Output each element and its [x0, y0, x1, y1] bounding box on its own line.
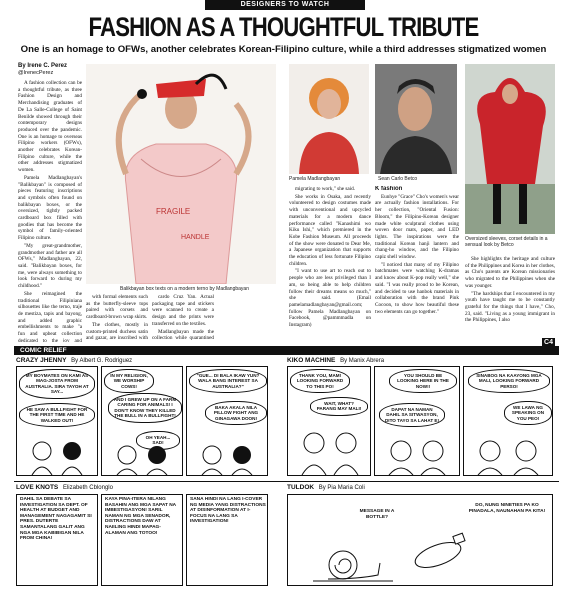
- paragraph: cardo Cruz Yan. Actual packaging tape and stickers were scanned to create a design and the prints were transferred on the textiles.: [152, 294, 214, 327]
- article-column-6: [465, 256, 555, 342]
- subhead: K fashion: [375, 186, 403, 192]
- panel-text: SANA HINDI NA LANG I-COVER NG MEDIA YANG DISTRACTIONS AT DISINFORMATION AT I-FOCUS NA LANG SA INVESTIGATION!: [190, 497, 266, 525]
- comic-panel: [186, 366, 268, 476]
- main-photo-caption: Balikbayan box texts on a modern terno by Madlangbayan: [120, 286, 249, 292]
- svg-text:HANDLE: HANDLE: [181, 234, 210, 241]
- paragraph: with formal elements such as the butterfly-sleeve tops paired with corsets and cardboard-brown wrap skirts.: [86, 294, 148, 321]
- article-column-5: [375, 186, 459, 342]
- comic-panel: [16, 366, 98, 476]
- speech-bubble: DAPAT NA NAMAN DAHIL SA SITWASYON, DITO TAYO SA LAHAT E!: [379, 403, 445, 427]
- sean-caption: Sean Carlo Betco: [378, 176, 418, 182]
- character-figure: [294, 427, 366, 475]
- speech-bubble: BAKA AKALA NILA PILLOW FIGHT ANG GINAGAWA DOON!: [205, 401, 267, 425]
- speech-bubble: YOU SHOULD BE LOOKING HERE IN THE NOW!!: [389, 369, 457, 393]
- character-figure: [112, 443, 172, 475]
- panel-text: DO, NUNG NINETIES PA KO PINADALA, NAUNAHAN PA KITA!: [468, 503, 546, 514]
- comic-panel: [463, 366, 553, 476]
- sean-portrait: [375, 64, 457, 174]
- page-number: C4: [544, 339, 553, 346]
- comic-panel: [186, 494, 268, 586]
- byline: [18, 63, 67, 77]
- panel-text: DAHIL SA DEBATE SA INVESTIGATION SA DEPT. OF HEALTH AT BUDGET AND MANAGEMENT NAGAGAMIT SI PRES. DUTERTE SAMANTALANG GALIT ANG NGA MGA KABIBIGAN NILA FROM CHINA!: [20, 497, 92, 542]
- paragraph: She works in Osaka, and recently volunteered to design costumes made with unconventional and upcycled materials for a modern dance performance called "Kanashimi wo Kiku Ishi," which premiered in the Kobe Fashion Museum. All proceeds of the show were donated to Dear Me, a Japanese organization that supports the education of less fortunate Filipino children.: [289, 193, 371, 267]
- strip-author: By Manix Abrera: [340, 358, 385, 364]
- strip-author: By Albert G. Rodriguez: [71, 358, 133, 364]
- headline: FASHION AS A THOUGHTFUL TRIBUTE: [88, 12, 479, 42]
- pamela-caption: Pamela Madlangbayan: [289, 176, 341, 182]
- strip-name: KIKO MACHINE: [287, 357, 336, 364]
- strip-name: CRAZY JHENNY: [16, 357, 67, 364]
- article-column-3: [152, 294, 214, 342]
- strip-title-kiko: [287, 357, 384, 364]
- article-column-1: [18, 80, 82, 342]
- speech-bubble: "GUE... DI BALA IKAW YUN? WALA BANG INTEREST SA AUSTRALIA?": [189, 369, 267, 393]
- comic-panel: [101, 494, 183, 586]
- paragraph: Eunhye "Grace" Cho's women's wear are actually fashion installations. For her collection, "Oriental Fusion: Bloom," the Filipino-Korean designer made white sculptural clothes using woven door mats, paper, and LED lights. The inspirations were the traditional Korean hanji lantern and chang-ho window, and the Filipino capiz shell window.: [375, 193, 459, 261]
- comic-section-bar: COMIC RELIEF: [14, 346, 559, 355]
- comic-panel: [287, 366, 371, 476]
- strip-title-love: [16, 484, 113, 491]
- strip-author: By Pia Maria Coli: [318, 485, 365, 491]
- main-photo: [86, 64, 276, 284]
- panel-text: KAYA PINA-ITERA NILANG BASAHIN ANG MGA SAPAT NA IMBESTIGASYON! SARIL NAMAN NG MGA SENADOR, DISTRACTIONS DAW AT NAIILING HINDI MAPAG-ALAMAN ANG TOTOO!: [105, 497, 176, 536]
- betco-caption: Oversized sleeves, corset details in a sensual look by Betco: [465, 236, 548, 248]
- paragraph: Pamela Madlangbayan's "Balikbayan" is composed of pieces featuring inscriptions and symbols often found on balikbayan boxes, or the oversized, tightly packed cardboard box filled with goodies that has become the symbol of family-oriented Filipino culture.: [18, 174, 82, 242]
- paragraph: "I want to use art to reach out to people who are less privileged than I am, so being able to help children follow their dreams means so much," she said. (Email pamelamadlangbayan@gmail.com; follow Pamela Madlangbayan on Facebook, @pammmadla on Instagram): [289, 268, 371, 329]
- article-column-4: [289, 186, 371, 342]
- speech-bubble: AND I GREW UP ON A FARM CARING FOR ANIMALS! I DON'T KNOW THEY KILLED THE BULL IN A BULLFIGHT!: [108, 393, 182, 423]
- byline-name: By Irene C. Perez: [18, 63, 68, 69]
- speech-bubble: WE LAWA NG SPEAKING ON YOU PEO!: [504, 401, 552, 425]
- paragraph: A fashion collection can be a thoughtful tribute, as three Fashion Design and Merchandising graduates of De La Salle-College of Saint Benilde showed through their contemporary designs produced over the pandemic. One is an homage to overseas Filipino workers (OFWs), another celebrates Korean-Filipino culture, while the other addresses stigmatized women.: [18, 80, 82, 174]
- character-figure: [27, 437, 87, 475]
- paragraph: Madlangbayan made the collection while quarantined: [152, 328, 214, 342]
- speech-bubble: THANK YOU, MAM! LOOKING FORWARD TO THIS PO!: [290, 369, 350, 393]
- article-column-2: [86, 294, 148, 342]
- comic-panel: [374, 366, 460, 476]
- strip-title-crazy: [16, 357, 132, 364]
- comic-divider: [14, 481, 559, 482]
- section-label: DESIGNERS TO WATCH: [205, 0, 365, 10]
- svg-text:FRAGILE: FRAGILE: [156, 207, 191, 216]
- speech-bubble: MY BOYMATES ON KAMI AS MAG-JOSTA FROM AUSTRALIA. SIRA TAYOH AT SAY...: [19, 369, 95, 399]
- comic-panel: [101, 366, 183, 476]
- character-figure: [470, 437, 546, 475]
- paragraph: The clothes, mostly in custom-printed duchess satin and gazar, are inscribed with: [86, 321, 148, 342]
- snail-figure: [308, 535, 398, 585]
- betco-photo: [465, 64, 555, 234]
- strip-name: LOVE KNOTS: [16, 484, 59, 491]
- speech-bubble: WAIT, WHAT? PARANG MAY MALI!: [310, 397, 368, 416]
- pamela-portrait: [289, 64, 369, 174]
- speech-bubble: OH YEAH... SAD!: [136, 431, 180, 450]
- paragraph: She highlights the heritage and culture of the Philippines and Korea in her clothes, as Cho's parents are Korean missionaries who migrated to the Philippines when she was younger.: [465, 256, 555, 289]
- paragraph: migrating to work," she said.: [295, 186, 356, 192]
- speech-bubble: IN MY RELIGION, WE WORSHIP COWS!: [104, 369, 154, 393]
- comic-panel: [16, 494, 98, 586]
- speech-bubble: SINABOG NA KAAYONG MGA MALI, LOOKING FORWARD PERSO!: [468, 369, 550, 393]
- panel-text: MESSAGE IN A BOTTLE?: [359, 509, 395, 520]
- deck: One is an homage to OFWs, another celebrates Korean-Filipino culture, while a third addresses stigmatized women: [20, 44, 547, 55]
- strip-name: TULDOK: [287, 484, 315, 491]
- paragraph: "I noticed that many of my Filipino batchmates were watching K-dramas and know about K-pop really well," she said. "I was really proud to be Korean, and decided to use hanbok materials in collaboration with the brand Pink Cocoon, to show how beautiful these two elements can go together.": [375, 261, 459, 315]
- strip-title-tuldok: [287, 484, 365, 491]
- character-figure: [197, 441, 257, 475]
- comic-panel: [287, 494, 553, 586]
- bottle-figure: [408, 525, 468, 575]
- paragraph: "My great-grandmother, grandmother and father are all OFWs," Madlangbayan, 22, said. "Balikbayan boxes, for me, were always something to look forward to during my childhood.": [18, 242, 82, 290]
- character-figure: [381, 437, 453, 475]
- speech-bubble: HE SAW A BULLFIGHT FOR THE FIRST TIME AND HE WALKED OUT!: [19, 403, 95, 427]
- paragraph: She reimagined the traditional Filipiniana silhouettes like the terno, traje de mestiza, tapis and bayong, and added graphic embellishments to make "a fun and upbeat collection dedicated to the joy and: [18, 290, 82, 342]
- strip-author: Elizabeth Cblonglo: [62, 485, 113, 491]
- byline-handle: @IrenecPerez: [18, 70, 54, 76]
- paragraph: "The hardships that I encountered in my youth have taught me to be constantly grateful for the things that I have," Cho, 23, said. "Living as a young immigrant in the Philippines, I also: [465, 290, 555, 324]
